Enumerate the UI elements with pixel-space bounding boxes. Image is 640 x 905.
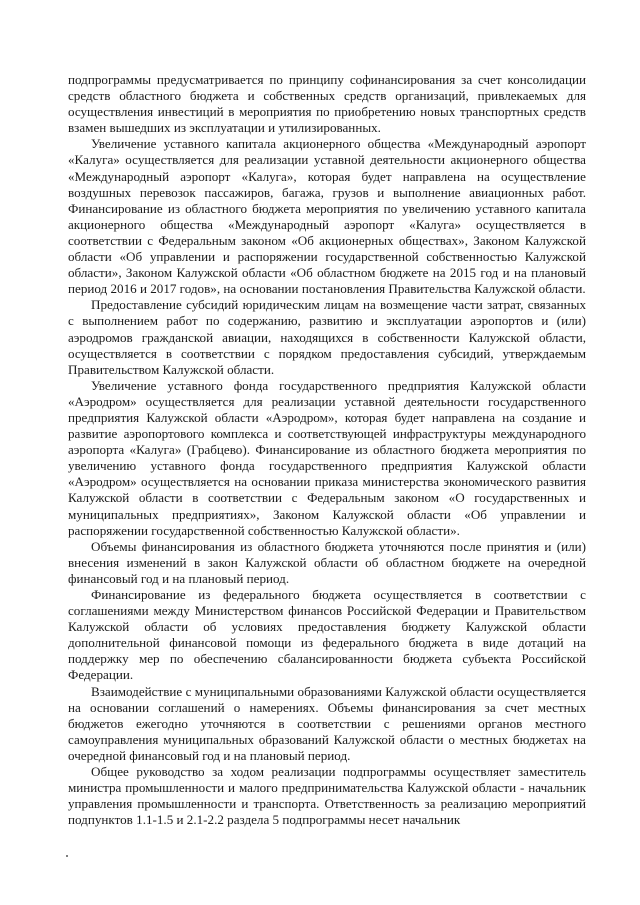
paragraph-subsidies: Предоставление субсидий юридическим лицам на возмещение части затрат, связанных с выполнением работ по содержанию, развитию и эксплуатации аэропортов и (или) аэродромов гражданской авиации, находящихся в собственности Калужской области, осуществляется в соответствии с порядком предоставления субсидий, утверждаемым Правительством Калужской области. bbox=[68, 297, 586, 377]
paragraph-aerodrome-fund: Увеличение уставного фонда государственного предприятия Калужской области «Аэродром» осуществляется для реализации уставной деятельности государственного предприятия Калужской области «Аэродром», которая будет направлена на создание и развитие аэропортового комплекса и соответствующей инфраструктуры международного аэропорта «Калуга» (Грабцево). Финансирование из областного бюджета мероприятия по увеличению уставного фонда государственного предприятия Калужской области «Аэродром» осуществляется на основании приказа министерства экономического развития Калужской области в соответствии с Федеральным законом «О государственных и муниципальных предприятиях», Законом Калужской области «Об управлении и распоряжении государственной собственностью Калужской области». bbox=[68, 377, 586, 538]
paragraph-management: Общее руководство за ходом реализации подпрограммы осуществляет заместитель министра промышленности и малого предпринимательства Калужской области - начальник управления промышленности и транспорта. Ответственность за реализацию мероприятий подпунктов 1.1-1.5 и 2.1-2.2 раздела 5 подпрограммы несет начальник bbox=[68, 764, 586, 828]
paragraph-airport-capital: Увеличение уставного капитала акционерного общества «Международный аэропорт «Калуга» осуществляется для реализации уставной деятельности акционерного общества «Международный аэропорт «Калуга», которая будет направлена на осуществление воздушных перевозок пассажиров, багажа, грузов и выполнение авиационных работ. Финансирование из областного бюджета мероприятия по увеличению уставного капитала акционерного общества «Международный аэропорт «Калуга» осуществляется в соответствии с Федеральным законом «Об акционерных обществах», Законом Калужской области «Об управлении и распоряжении государственной собственностью Калужской области», Законом Калужской области «Об областном бюджете на 2015 год и на плановый период 2016 и 2017 годов», на основании постановления Правительства Калужской области. bbox=[68, 136, 586, 297]
paragraph-regional-budget: Объемы финансирования из областного бюджета уточняются после принятия и (или) внесения изменений в закон Калужской области об областном бюджете на очередной финансовый год и на плановый период. bbox=[68, 538, 586, 586]
paragraph-municipal: Взаимодействие с муниципальными образованиями Калужской области осуществляется на основании соглашений о намерениях. Объемы финансирования за счет местных бюджетов ежегодно уточняются в соответствии с решениями органов местного самоуправления муниципальных образований Калужской области о местных бюджетах на очередной финансовый год и на плановый период. bbox=[68, 683, 586, 763]
paragraph-federal-budget: Финансирование из федерального бюджета осуществляется в соответствии с соглашениями между Министерством финансов Российской Федерации и Правительством Калужской области об условиях предоставления бюджету Калужской области дополнительной финансовой помощи из федерального бюджета в виде дотаций на поддержку мер по обеспечению сбалансированности бюджета субъекта Российской Федерации. bbox=[68, 587, 586, 683]
scan-speck bbox=[66, 855, 68, 857]
document-page bbox=[68, 72, 586, 828]
paragraph-cofinancing: подпрограммы предусматривается по принципу софинансирования за счет консолидации средств областного бюджета и собственных средств организаций, привлекаемых для осуществления инвестиций в мероприятия по приобретению новых транспортных средств взамен вышедших из эксплуатации и утилизированных. bbox=[68, 72, 586, 136]
